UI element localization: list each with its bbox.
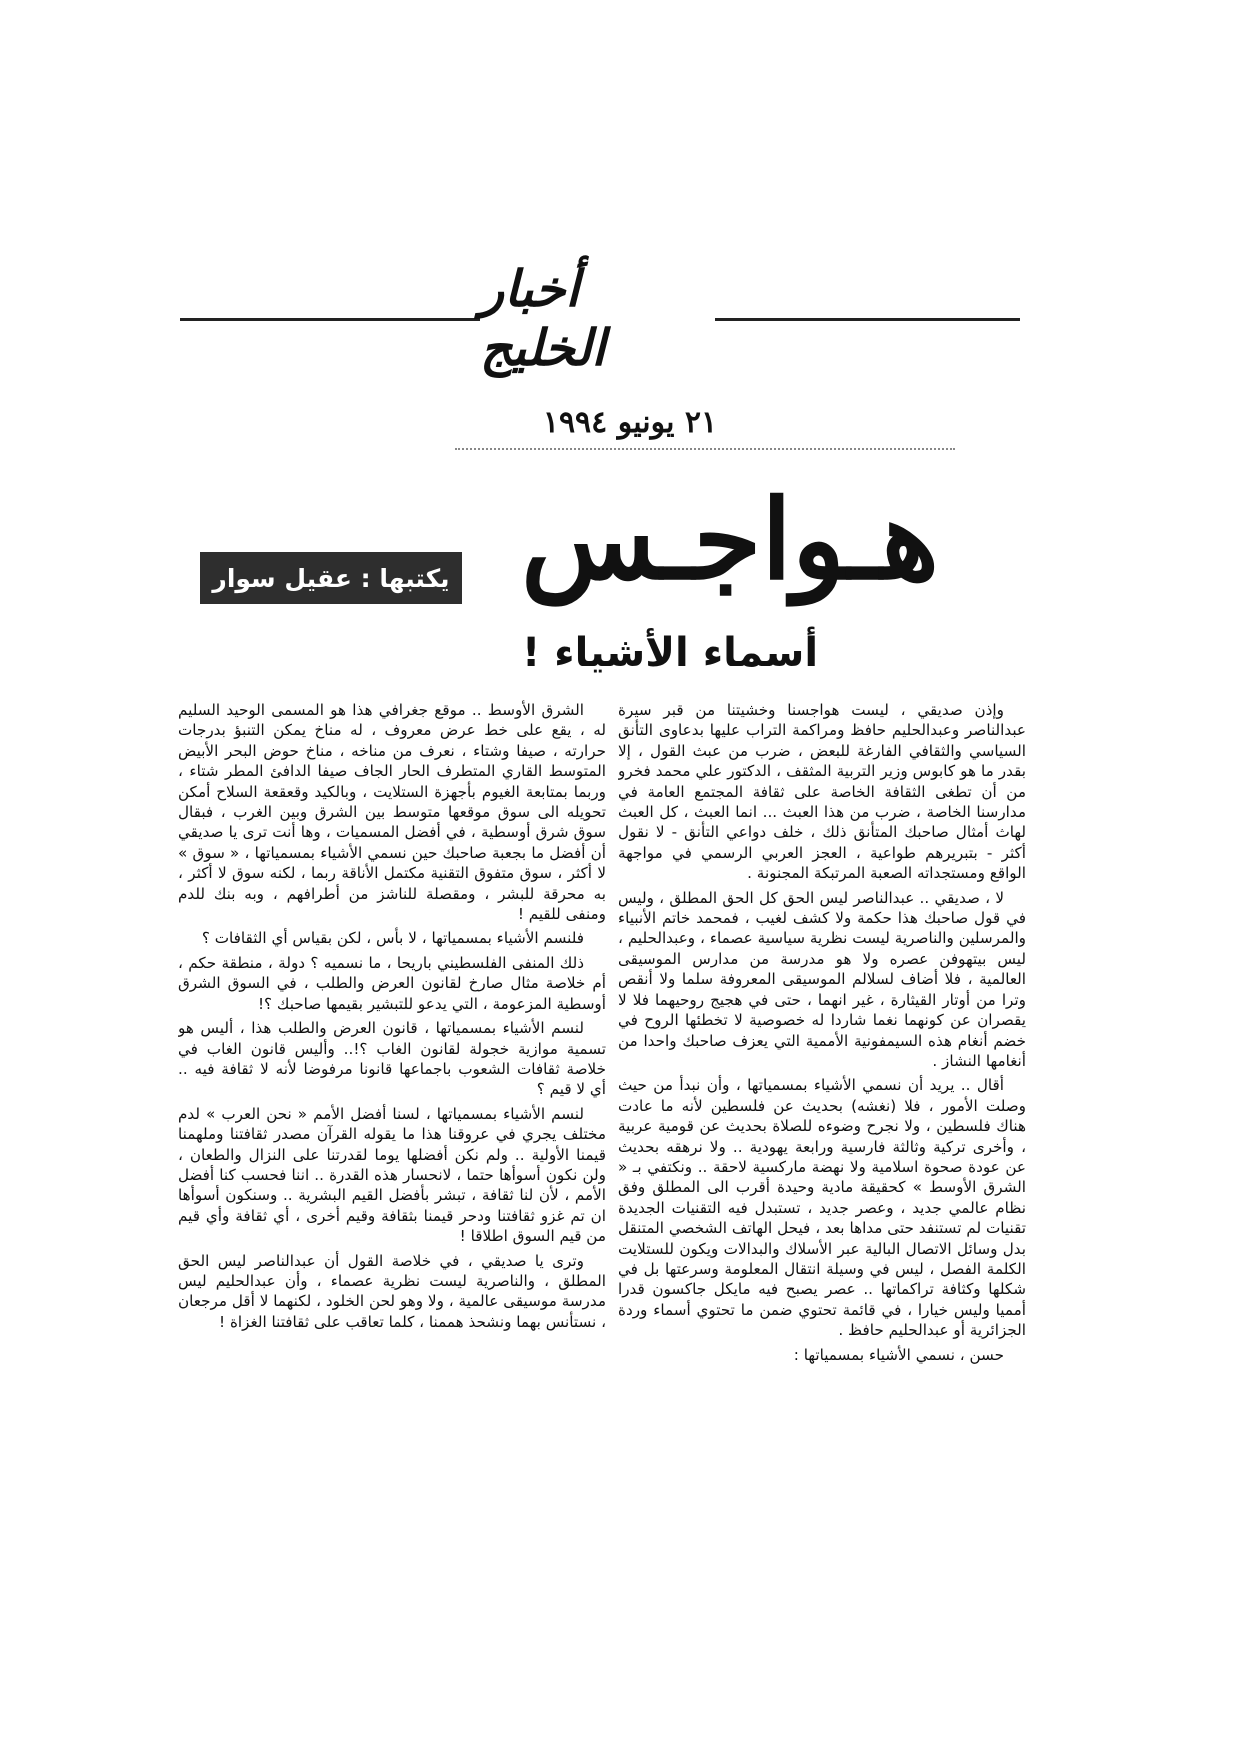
paragraph: فلنسم الأشياء بمسمياتها ، لا بأس ، لكن بقياس أي الثقافات ؟ — [201, 929, 584, 948]
column-title: هـواجـس — [520, 475, 940, 604]
masthead-rule-left — [180, 318, 480, 321]
dotted-divider — [455, 448, 955, 450]
paragraph: وترى يا صديقي ، في خلاصة القول أن عبدالناصر ليس الحق المطلق ، والناصرية ليست نظرية عصماء ، وأن عبدالحليم ليس مدرسة موسيقى عالمية ، ولا وهو لحن الخلود ، لكنهما لا أقل مرجعان ، نستأنس بهما ونشحذ هممنا ، كلما تعاقب على ثقافتنا الغزاة ! — [178, 1251, 606, 1331]
masthead-rule-right — [715, 318, 1020, 321]
paragraph: لا ، صديقي .. عبدالناصر ليس الحق كل الحق المطلق ، وليس في قول صاحبك هذا حكمة ولا كشف لغيب ، فمحمد خاتم الأنبياء والمرسلين والناصرية ليست نظرية سياسية عصماء ، وعبدالحليم ، ليس بيتهوفن عصره ولا هو مدرسة من مدارس الموسيقى العالمية ، فلا أضاف لسلالم الموسيقى المعروفة سلما ولا أنقص وترا من أوتار القيثارة ، غير انهما ، حتى في هجيج روحيهما فلا لا يقصران عن كونهما نغما شاردا له خصوصية لا تخطئها الروح في خضم أنغام هذه السيمفونية الأممية التي يعزف صاحبك واحدا من أنغامها النشاز . — [618, 888, 1026, 1070]
newspaper-logo: أخبار الخليج — [480, 259, 606, 377]
paragraph: حسن ، نسمي الأشياء بمسمياتها : — [793, 1345, 1004, 1364]
article-column-right — [618, 700, 1026, 1700]
paragraph: الشرق الأوسط .. موقع جغرافي هذا هو المسمى الوحيد السليم له ، يقع على خط عرض معروف ، له مناخ يمكن التنبؤ بدرجات حرارته ، صيفا وشتاء ، نعرف من مناخه ، مناخ حوض البحر الأبيض المتوسط القاري المتطرف الحار الجاف صيفا الدافئ المطر شتاء ، وربما بمتابعة الغيوم بأجهزة الستلايت ، وبالكيد وقعقعة السلاح أمكن تحويله الى سوق موقعها متوسط بين الشرق وبين الغرب ، فبقال سوق شرق أوسطية ، في أفضل المسميات ، وها أنت ترى يا صديقي أن أفضل ما بجعبة صاحبك حين نسمي الأشياء بمسمياتها ، « سوق » لا أكثر ، سوق متفوق التقنية مكتمل الأناقة ربما ، لكنه سوق لا أكثر ، به محرقة للبشر ، ومقصلة للناشز من أطرافهم ، وبه بنك للدم ومنفى للقيم ! — [178, 701, 606, 924]
paragraph: ذلك المنفى الفلسطيني باريحا ، ما نسميه ؟ دولة ، منطقة حكم ، أم خلاصة مثال صارخ لقانون العرض والطلب ، في السوق الشرق أوسطية المزعومة ، التي يدعو للتبشير بقيمها صاحبك ؟! — [178, 953, 606, 1013]
paragraph: أقال .. يريد أن نسمي الأشياء بمسمياتها ، وأن نبدأ من حيث وصلت الأمور ، فلا (نغشه) بحديث عن فلسطين لأنه ما عادت هناك فلسطين ، ولا نجرح وضوءه للصلاة بحديث عن قومية عربية ، وأخرى تركية وثالثة فارسية ورابعة يهودية .. ولا نرهقه بحديث عن عودة صحوة اسلامية ولا نهضة ماركسية لاحقة .. ونكتفي بـ « الشرق الأوسط » كحقيقة مادية وحيدة أقرب الى المطلق وفق نظام عالمي جديد ، وعصر جديد ، تستبدل فيه التقنيات الجديدة تقنيات لم تستنفد حتى مداها بعد ، فيحل الهاتف الشخصي المتنقل بدل وسائل الاتصال البالية عبر الأسلاك والبدالات ويكون للستلايت الكلمة الفصل ، ليس في وسيلة انتقال المعلومة وسرعتها بل في شكلها وكثافة تراكماتها .. عصر يصبح فيه مايكل جاكسون قدرا أمميا وليس خيارا ، في قائمة تحتوي ضمن ما تحتوي أسماء وردة الجزائرية أو عبدالحليم حافظ . — [618, 1076, 1026, 1340]
article-column-left — [178, 700, 606, 1700]
article-headline: أسماء الأشياء ! — [521, 630, 819, 676]
byline-badge: يكتبها : عقيل سوار — [200, 552, 462, 604]
paragraph: لنسم الأشياء بمسمياتها ، قانون العرض والطلب هذا ، أليس هو تسمية موازية خجولة لقانون الغاب ؟!.. وأليس قانون الغاب في خلاصة ثقافات الشعوب باجماعها قانونا مرفوضا لأنه لا ثقافة فيه .. أي لا قيم ؟ — [178, 1019, 606, 1099]
paragraph: وإذن صديقي ، ليست هواجسنا وخشيتنا من قبر سيرة عبدالناصر وعبدالحليم حافظ ومراكمة التراب عليها بدعاوى التأنق السياسي والثقافي الفارغة للبعض ، ضرب من عبث القول ، إلا بقدر ما هو كابوس وزير التربية المثقف ، الدكتور علي محمد فخرو من أن تطغى الثقافة الخاصة على ثقافة المجتمع العامة في مدارسنا الخاصة ، ضرب من هذا العبث ... انما العبث ، كل العبث لهاث أمثال صاحبك المتأنق ذلك ، خلف دواعي التأنق - لا نقول أكثر - بتبريرهم طواعية ، العجز العربي الرسمي في مواجهة الواقع ومستجداته الصعبة المرتبكة المجنونة . — [618, 701, 1026, 883]
masthead — [180, 259, 1020, 377]
paragraph: لنسم الأشياء بمسمياتها ، لسنا أفضل الأمم « نحن العرب » لدم مختلف يجري في عروقنا هذا ما يقوله القرآن مصدر ثقافتنا وملهمنا قيمنا الأولية .. ولم نكن أفضلها يوما لقدرتنا على النزال والطعان ، ولن نكون أسوأها حتما ، لانحسار هذه القدرة .. اننا فحسب كنا أفضل الأمم ، لأن لنا ثقافة ، تبشر بأفضل القيم البشرية .. وسنكون أسوأها ان تم غزو ثقافتنا ودحر قيمنا بثقافة وقيم أخرى ، أي ثقافة وأي قيم من قيم السوق اطلاقا ! — [178, 1104, 606, 1246]
publication-date: ٢١ يونيو ١٩٩٤ — [542, 405, 718, 440]
